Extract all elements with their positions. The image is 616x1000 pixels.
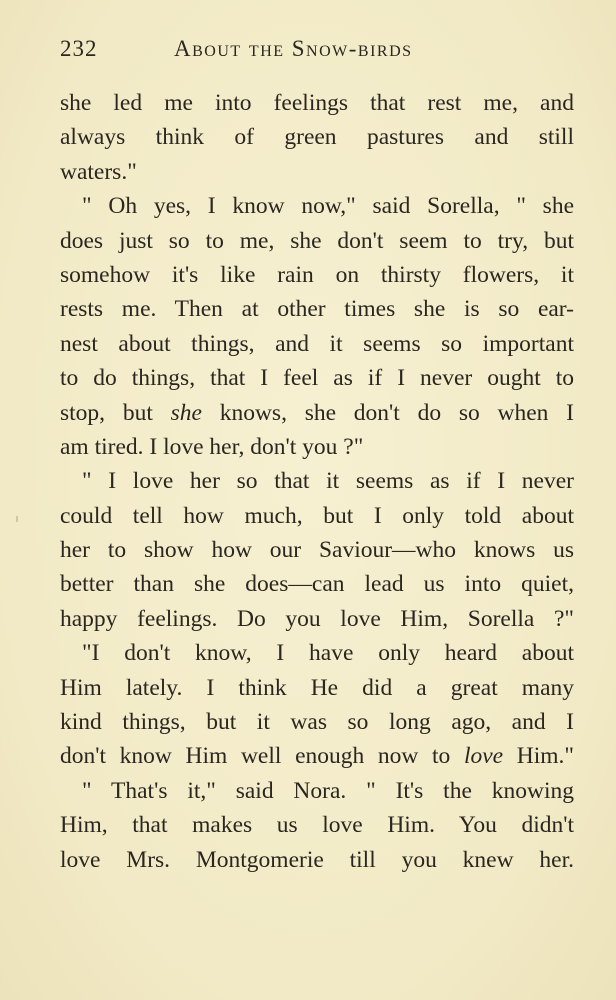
text-line: Him, that makes us love Him. You didn't bbox=[60, 812, 574, 839]
text-line: better than she does—can lead us into quiet, bbox=[60, 571, 574, 598]
text-line: "I don't know, I have only heard about bbox=[82, 640, 574, 667]
text-line: nest about things, and it seems so important bbox=[60, 330, 574, 357]
text-segment: stop, but bbox=[60, 399, 171, 426]
text-line bbox=[60, 396, 574, 430]
text-line: does just so to me, she don't seem to try, but bbox=[60, 227, 574, 254]
text-segment: Him." bbox=[503, 743, 574, 770]
text-line: kind things, but it was so long ago, and I bbox=[60, 709, 574, 736]
text-segment: don't know Him well enough now to bbox=[60, 743, 464, 770]
text-line: am tired. I love her, don't you ?" bbox=[60, 433, 364, 460]
text-line: " I love her so that it seems as if I never bbox=[82, 468, 574, 495]
body-text bbox=[60, 86, 574, 877]
text-line: " That's it," said Nora. " It's the knowing bbox=[82, 777, 574, 804]
text-line bbox=[60, 739, 574, 773]
text-line: " Oh yes, I know now," said Sorella, " she bbox=[82, 193, 574, 220]
italic-text: she bbox=[170, 399, 202, 426]
text-line: somehow it's like rain on thirsty flowers, it bbox=[60, 261, 574, 288]
text-line: rests me. Then at other times she is so ear- bbox=[60, 296, 574, 323]
page-header bbox=[60, 36, 560, 70]
page-edge-mark bbox=[16, 516, 18, 522]
text-line: love Mrs. Montgomerie till you knew her. bbox=[60, 846, 574, 873]
italic-text: love bbox=[463, 743, 504, 770]
text-segment: knows, she don't do so when I bbox=[201, 399, 574, 426]
text-line: Him lately. I think He did a great many bbox=[60, 674, 574, 701]
text-line: happy feelings. Do you love Him, Sorella ?" bbox=[60, 605, 574, 632]
text-line: her to show how our Saviour—who knows us bbox=[60, 537, 574, 564]
text-line: she led me into feelings that rest me, and bbox=[60, 90, 574, 116]
text-line: always think of green pastures and still bbox=[60, 124, 574, 151]
running-title: About the Snow-birds bbox=[174, 36, 413, 61]
page-number: 232 bbox=[60, 36, 98, 61]
text-line: could tell how much, but I only told about bbox=[60, 502, 574, 529]
text-line: to do things, that I feel as if I never ought to bbox=[60, 365, 574, 392]
text-line: waters." bbox=[60, 158, 137, 185]
